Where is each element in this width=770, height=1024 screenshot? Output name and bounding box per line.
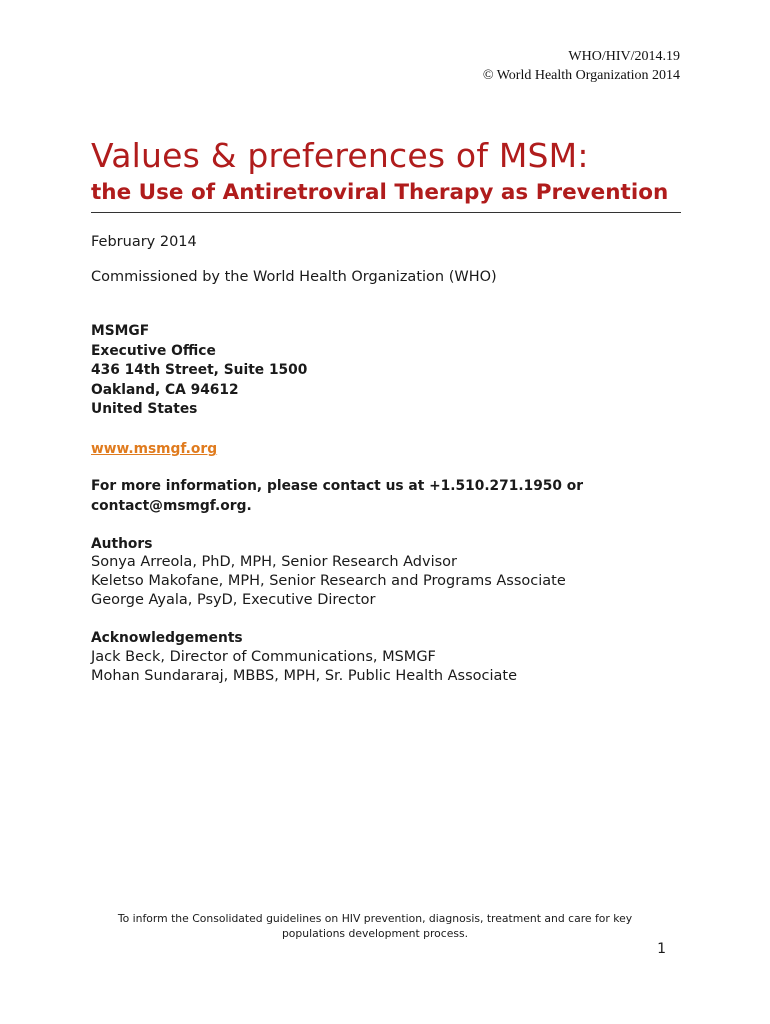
author-item: George Ayala, PsyD, Executive Director [91, 592, 376, 608]
address-country: United States [91, 401, 198, 417]
document-id: WHO/HIV/2014.19 [568, 49, 680, 64]
author-item: Sonya Arreola, PhD, MPH, Senior Research Advisor [91, 554, 457, 570]
authors-heading: Authors [91, 536, 153, 552]
acknowledgements-heading: Acknowledgements [91, 630, 243, 646]
address-city: Oakland, CA 94612 [91, 382, 239, 398]
author-item: Keletso Makofane, MPH, Senior Research and Programs Associate [91, 573, 566, 589]
commissioned-statement: Commissioned by the World Health Organization (WHO) [91, 269, 497, 285]
document-title: Values & preferences of MSM: [91, 136, 589, 175]
address-street: 436 14th Street, Suite 1500 [91, 362, 308, 378]
page-number: 1 [657, 941, 666, 957]
title-divider [91, 212, 681, 213]
address-office: Executive Office [91, 343, 216, 359]
page-footer [80, 911, 670, 941]
website-link[interactable]: www.msmgf.org [91, 441, 218, 457]
website-line [91, 440, 217, 460]
footer-line-1: To inform the Consolidated guidelines on HIV prevention, diagnosis, treatment and care for key [117, 912, 633, 925]
document-id-block [483, 47, 680, 85]
acknowledgement-item: Mohan Sundararaj, MBBS, MPH, Sr. Public Health Associate [91, 668, 518, 684]
acknowledgement-item: Jack Beck, Director of Communications, MSMGF [91, 649, 436, 665]
footer-line-2: populations development process. [281, 927, 469, 940]
address-org: MSMGF [91, 323, 150, 339]
contact-line-1: For more information, please contact us at +1.510.271.1950 or [91, 478, 584, 494]
copyright-notice: © World Health Organization 2014 [482, 68, 680, 83]
document-subtitle: the Use of Antiretroviral Therapy as Prevention [91, 180, 669, 205]
contact-line-2: contact@msmgf.org. [91, 498, 252, 514]
publication-date: February 2014 [91, 234, 197, 250]
